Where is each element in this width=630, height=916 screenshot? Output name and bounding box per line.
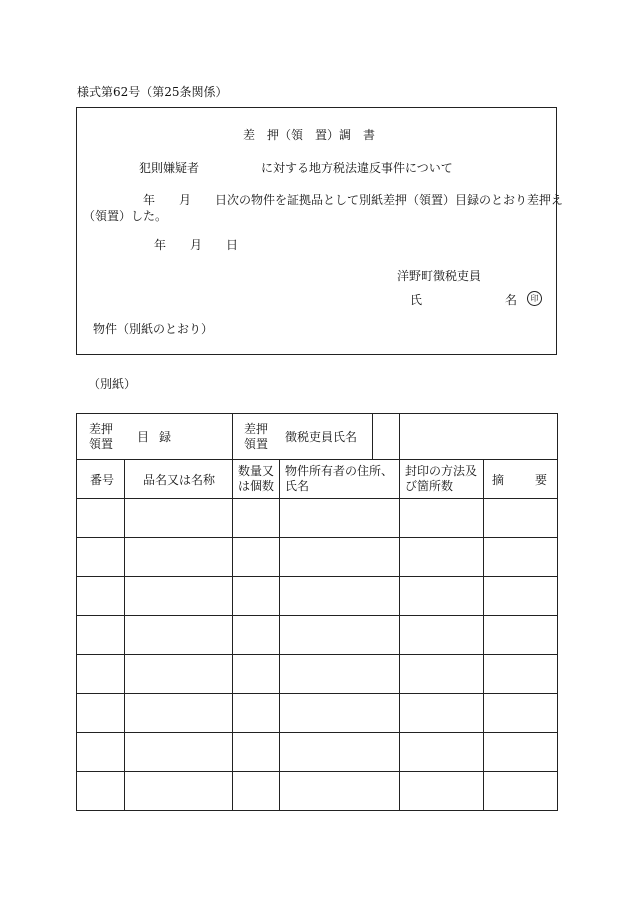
table-row: [77, 499, 558, 538]
table-row: [77, 772, 558, 811]
month-label-1: 月: [179, 193, 192, 207]
name-label-given: 名: [505, 293, 518, 307]
official-name-label: 徴税吏員氏名: [285, 430, 358, 444]
body-line-2: （領置）した。: [83, 209, 168, 223]
table-row: [77, 538, 558, 577]
table-row: [77, 577, 558, 616]
case-text: に対する地方税法違反事件について: [261, 161, 453, 175]
inventory-title-cell: [77, 414, 233, 460]
table-row: [77, 694, 558, 733]
report-title: [243, 129, 375, 141]
table-row: [77, 733, 558, 772]
seizure-report-box: [76, 107, 557, 355]
table-row: [77, 655, 558, 694]
body-line-1: 日次の物件を証拠品として別紙差押（領置）目録のとおり差押え: [215, 193, 564, 207]
official-name-value-cell: [400, 414, 558, 460]
inventory-label: 目 録: [137, 430, 171, 444]
seal-mark: [527, 291, 542, 306]
table-header-row-1: [77, 414, 558, 460]
col-item-name: 品名又は名称: [125, 460, 233, 499]
year-label-1: 年: [143, 193, 156, 207]
month-label-2: 月: [190, 238, 203, 252]
name-label-surname: 氏: [410, 293, 423, 307]
col-number: 番号: [77, 460, 125, 499]
table-row: [77, 616, 558, 655]
official-name-cell: [233, 414, 400, 460]
items-note: 物件（別紙のとおり）: [93, 322, 214, 336]
seize-retain-stack: 差 押 領 置: [89, 421, 114, 451]
col-remarks: 摘 要: [484, 460, 558, 499]
attachment-label: （別紙）: [88, 377, 137, 391]
seize-retain-stack-2: 差 押 領 置: [244, 421, 269, 451]
official-title: 洋野町徴税吏員: [397, 269, 482, 283]
day-label-2: 日: [226, 238, 239, 252]
inventory-table: [76, 413, 558, 811]
title-seize: 差 押: [243, 128, 280, 142]
form-number: 様式第62号（第25条関係）: [77, 85, 228, 99]
title-record: 調 書: [339, 128, 376, 142]
table-header-row-2: [77, 460, 558, 499]
col-owner: 物件所有者の住所、 氏名: [280, 460, 400, 499]
suspect-label: 犯則嫌疑者: [139, 161, 200, 175]
year-label-2: 年: [154, 238, 167, 252]
col-seal-method: 封印の方法及 び箇所数: [400, 460, 484, 499]
title-retain: （領 置）: [279, 128, 340, 142]
col-quantity: 数量又 は個数: [233, 460, 280, 499]
seal-char: 印: [530, 294, 539, 303]
